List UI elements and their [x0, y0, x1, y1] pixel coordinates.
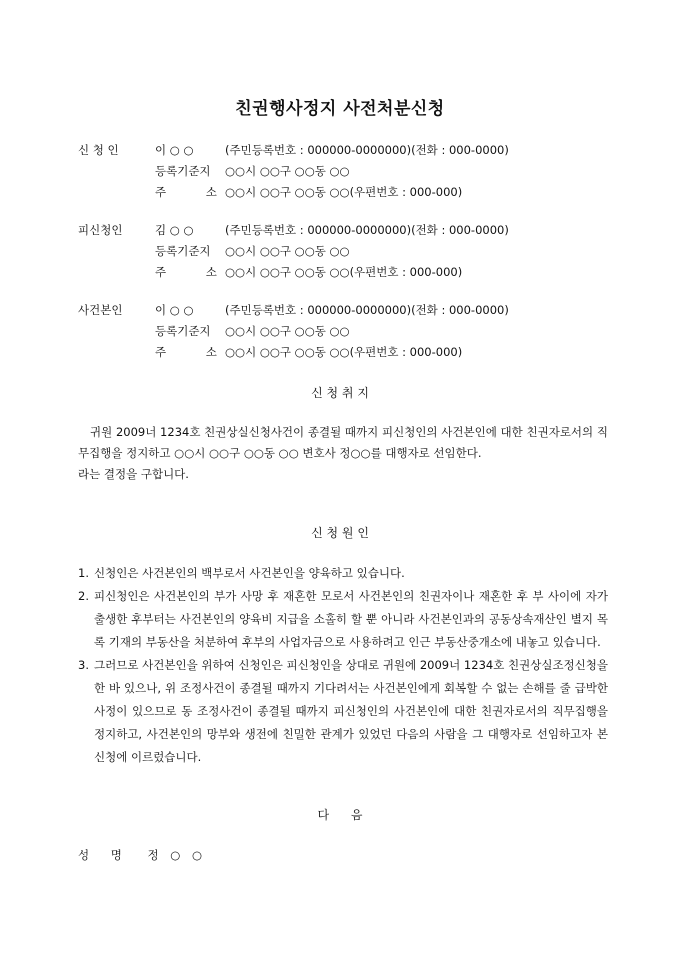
respondent-block [78, 220, 638, 283]
registry-value: ○○시 ○○구 ○○동 ○○ [225, 164, 350, 178]
purpose-heading: 신 청 취 지 [311, 386, 369, 400]
reason-text: 피신청인은 사건본인의 부가 사망 후 재혼한 모로서 사건본인의 친권자이나 재혼한 후 부 사이에 자가 출생한 후부터는 사건본인의 양육비 지급을 소홀히 할 뿐 아니라 사건본인과의 공동상속재산인 별지 목록 기재의 부동산을 처분하여 후부의 사업자금으로 사용하려고 인근 부동산중개소에 내놓고 있습니다. [94, 589, 608, 649]
address-value: ○○시 ○○구 ○○동 ○○(우편번호 : 000-000) [225, 265, 463, 279]
designee-label: 성 명 [78, 848, 122, 862]
party-id-phone: (주민등록번호 : 000000-0000000)(전화 : 000-0000) [225, 143, 509, 157]
registry-value: ○○시 ○○구 ○○동 ○○ [225, 324, 350, 338]
reasons-heading: 신 청 원 인 [311, 526, 369, 540]
registry-label: 등록기준지 [155, 244, 211, 258]
purpose-section [78, 422, 608, 485]
address-value: ○○시 ○○구 ○○동 ○○(우편번호 : 000-000) [225, 185, 463, 199]
party-role: 신 청 인 [78, 143, 119, 157]
purpose-body: 귀원 2009너 1234호 친권상실신청사건이 종결될 때까지 피신청인의 사건본인에 대한 친권자로서의 직무집행을 정지하고 ○○시 ○○구 ○○동 ○○ 변호사 정○○를 대행자로 선임한다. [78, 425, 608, 460]
party-name: 김 ○ ○ [155, 223, 194, 237]
party-role: 피신청인 [78, 223, 123, 237]
address-label: 주 소 [155, 185, 217, 199]
party-name: 이 ○ ○ [155, 303, 194, 317]
designee-name: 정 ○ ○ [147, 848, 203, 862]
registry-value: ○○시 ○○구 ○○동 ○○ [225, 244, 350, 258]
party-id-phone: (주민등록번호 : 000000-0000000)(전화 : 000-0000) [225, 303, 509, 317]
registry-label: 등록기준지 [155, 164, 211, 178]
reason-number: 2. [78, 589, 89, 603]
reason-text: 신청인은 사건본인의 백부로서 사건본인을 양육하고 있습니다. [94, 566, 405, 580]
registry-label: 등록기준지 [155, 324, 211, 338]
party-name: 이 ○ ○ [155, 143, 194, 157]
following-heading: 다 음 [317, 808, 363, 822]
designee-line [78, 847, 202, 863]
address-label: 주 소 [155, 265, 217, 279]
reason-number: 3. [78, 658, 89, 672]
document-title: 친권행사정지 사전처분신청 [235, 99, 445, 119]
party-role: 사건본인 [78, 303, 123, 317]
reason-item [78, 585, 608, 654]
purpose-closing: 라는 결정을 구합니다. [78, 467, 189, 481]
subject-person-block [78, 300, 638, 363]
address-label: 주 소 [155, 345, 217, 359]
reason-number: 1. [78, 566, 89, 580]
reason-item [78, 654, 608, 769]
reason-text: 그러므로 사건본인을 위하여 신청인은 피신청인을 상대로 귀원에 2009너 1234호 친권상실조정신청을 한 바 있으나, 위 조정사건이 종결될 때까지 기다려서는 사건본인에게 회복할 수 없는 손해를 줄 급박한 사정이 있으므로 동 조정사건이 종결될 때까지 피신청인의 사건본인에 대한 친권자로서의 직무집행을 정지하고, 사건본인의 망부와 생전에 친밀한 관계가 있었던 다음의 사람을 그 대행자로 선임하고자 본 신청에 이르렀습니다. [94, 658, 608, 764]
reason-item [78, 562, 608, 585]
address-value: ○○시 ○○구 ○○동 ○○(우편번호 : 000-000) [225, 345, 463, 359]
applicant-block [78, 140, 638, 203]
reasons-list [78, 562, 608, 769]
party-id-phone: (주민등록번호 : 000000-0000000)(전화 : 000-0000) [225, 223, 509, 237]
